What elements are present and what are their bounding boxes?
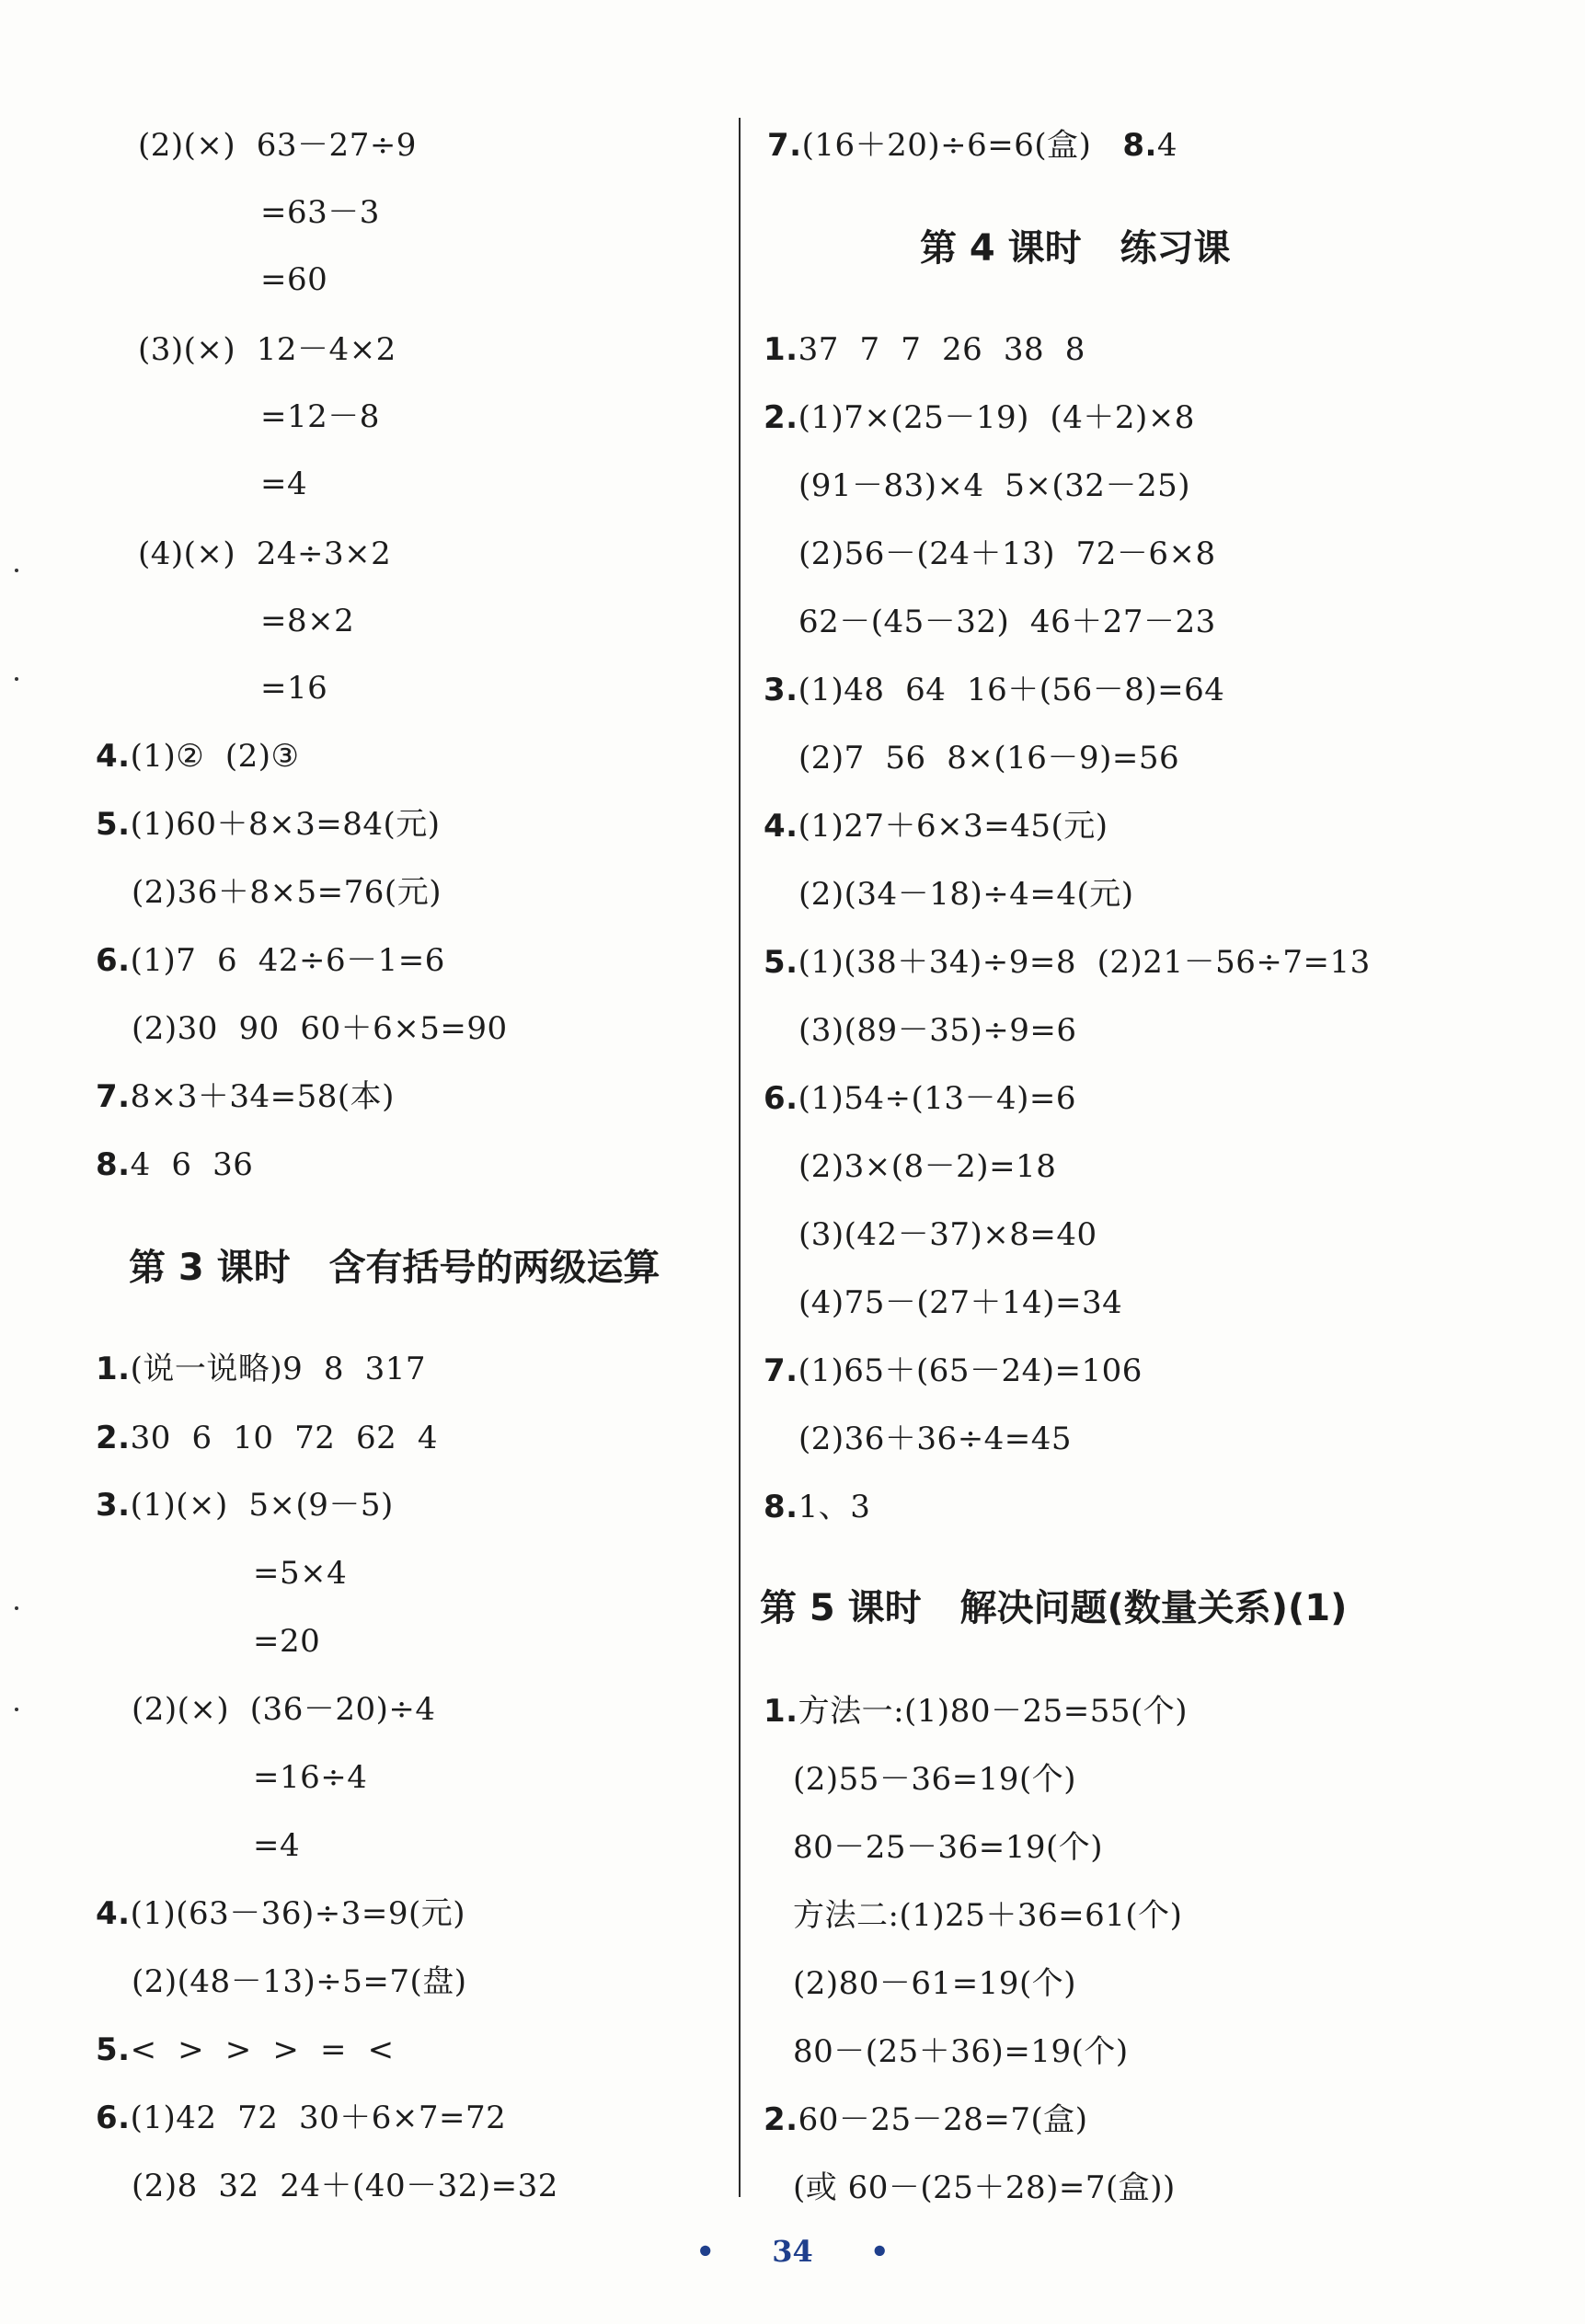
line-text: (2)(34－18)÷4=4(元) (798, 876, 1134, 913)
line-text: =20 (253, 1623, 321, 1660)
line-text: (1)7×(25－19) (4＋2)×8 (798, 399, 1195, 436)
line-text: 4 (1156, 127, 1178, 164)
page-number: 34 (772, 2234, 813, 2269)
line-text: (1)(63－36)÷3=9(元) (130, 1895, 466, 1932)
right-line-22 (793, 1895, 1182, 1936)
left-line-29 (132, 2166, 558, 2206)
line-text: (1)48 64 16＋(56－8)=64 (798, 672, 1225, 708)
left-line-2 (260, 192, 380, 233)
left-line-6 (260, 464, 307, 504)
question-number: 3. (96, 1487, 131, 1524)
right-line-3 (798, 466, 1190, 506)
line-text: 60－25－28=7(盒) (798, 2101, 1088, 2138)
left-line-8 (260, 601, 354, 641)
right-line-14 (798, 1214, 1097, 1255)
right-line-20 (793, 1759, 1076, 1800)
line-text: (16＋20)÷6=6(盒) (801, 127, 1092, 164)
left-line-14 (132, 1008, 508, 1049)
line-text: (4)75－(27＋14)=34 (798, 1284, 1123, 1321)
scan-dot (15, 1708, 18, 1711)
line-text: (1)54÷(13－4)=6 (798, 1080, 1077, 1117)
line-text: (1)② (2)③ (130, 738, 300, 775)
line-text: =4 (260, 466, 308, 502)
line-text: (2)(×) 63－27÷9 (138, 127, 417, 164)
right-line-7 (798, 738, 1179, 778)
line-text: (1)65＋(65－24)=106 (798, 1352, 1143, 1389)
question-number: 5. (96, 806, 131, 843)
question-number: 4. (96, 1895, 131, 1932)
left-line-9 (260, 668, 327, 708)
line-text: (1)27＋6×3=45(元) (798, 808, 1108, 845)
right-line-2 (764, 397, 1195, 438)
left-line-27 (96, 2030, 395, 2070)
line-text: (1)(38＋34)÷9=8 (2)21－56÷7=13 (798, 944, 1371, 981)
left-line-28 (96, 2098, 506, 2138)
left-line-15 (96, 1076, 395, 1117)
footer-dot-right: • (870, 2234, 890, 2269)
question-number: 5. (764, 944, 798, 981)
line-text: =60 (260, 261, 328, 298)
left-line-16 (96, 1145, 253, 1185)
right-line-10 (764, 942, 1371, 983)
scan-dot (15, 1606, 18, 1610)
question-number: 3. (764, 672, 798, 708)
question-number: 6. (96, 2100, 131, 2136)
line-text: =4 (253, 1827, 301, 1864)
question-number: 2. (764, 2101, 798, 2138)
question-number: 6. (764, 1080, 798, 1117)
left-line-5 (260, 397, 380, 437)
line-text: =16÷4 (253, 1759, 368, 1796)
line-text: 37 7 7 26 38 8 (798, 331, 1085, 368)
question-number: 8. (764, 1489, 798, 1525)
left-line-1 (138, 125, 417, 166)
left-line-4 (138, 329, 396, 370)
right-line-23 (793, 1963, 1076, 2004)
right-line-13 (798, 1146, 1056, 1187)
line-text: 8×3＋34=58(本) (130, 1078, 395, 1115)
right-line-11 (798, 1010, 1076, 1051)
line-text: =63－3 (260, 194, 380, 231)
line-text: (2)8 32 24＋(40－32)=32 (132, 2168, 558, 2204)
left-line-12 (132, 872, 442, 913)
question-number: 7. (764, 1352, 798, 1389)
line-text: =5×4 (253, 1555, 348, 1592)
column-divider (739, 118, 741, 2197)
scan-dot (15, 677, 18, 681)
right-line-16 (764, 1351, 1143, 1391)
line-text: (1)(×) 5×(9－5) (130, 1487, 394, 1524)
line-text: =12－8 (260, 398, 380, 435)
left-line-11 (96, 804, 441, 845)
line-text: 方法二:(1)25＋36=61(个) (793, 1897, 1183, 1934)
question-number: 4. (96, 738, 131, 775)
right-line-15 (798, 1283, 1122, 1323)
left-line-3 (260, 259, 327, 300)
line-text: (2)7 56 8×(16－9)=56 (798, 740, 1180, 777)
line-text: (或 60－(25＋28)=7(盒)) (793, 2169, 1176, 2206)
right-line-5 (798, 602, 1216, 642)
line-text: 80－25－36=19(个) (793, 1829, 1104, 1866)
left-line-25 (96, 1893, 465, 1934)
left-line-20 (253, 1553, 347, 1593)
line-text: (2)80－61=19(个) (793, 1965, 1076, 2002)
line-text: (1)42 72 30＋6×7=72 (130, 2100, 507, 2136)
right-line-top (767, 125, 1177, 166)
question-number: 1. (764, 1693, 798, 1730)
question-number: 2. (764, 399, 798, 436)
line-text: (2)56－(24＋13) 72－6×8 (798, 535, 1216, 572)
right-line-12 (764, 1078, 1076, 1119)
line-text: 4 6 36 (130, 1146, 254, 1183)
left-line-17 (96, 1349, 426, 1389)
section-heading-lesson-4: 第 4 课时 练习课 (920, 227, 1231, 270)
right-line-25 (764, 2100, 1088, 2140)
question-number: 1. (764, 331, 798, 368)
line-text: (4)(×) 24÷3×2 (138, 535, 392, 572)
line-text: 1、3 (798, 1489, 871, 1525)
question-number: 5. (96, 2031, 131, 2068)
left-line-22 (132, 1689, 435, 1730)
right-line-19 (764, 1691, 1188, 1731)
right-line-17 (798, 1419, 1072, 1459)
question-number: 8. (96, 1146, 131, 1183)
right-line-18 (764, 1487, 870, 1527)
question-number: 7. (96, 1078, 131, 1115)
left-line-23 (253, 1757, 367, 1798)
line-text: =8×2 (260, 603, 355, 639)
line-text: (2)36＋8×5=76(元) (132, 874, 442, 911)
line-text: (2)55－36=19(个) (793, 1761, 1076, 1798)
right-line-1 (764, 329, 1085, 370)
line-text: (2)3×(8－2)=18 (798, 1148, 1057, 1185)
line-text: (说一说略)9 8 317 (130, 1351, 426, 1387)
line-text: (91－83)×4 5×(32－25) (798, 467, 1190, 504)
left-line-7 (138, 534, 391, 574)
right-line-4 (798, 534, 1216, 574)
question-number: 6. (96, 942, 131, 979)
line-text: (2)(48－13)÷5=7(盘) (132, 1963, 467, 2000)
line-text: 30 6 10 72 62 4 (130, 1420, 438, 1456)
line-text: (3)(89－35)÷9=6 (798, 1012, 1077, 1049)
line-text: (2)30 90 60＋6×5=90 (132, 1010, 508, 1047)
line-text: (1)60＋8×3=84(元) (130, 806, 441, 843)
right-line-6 (764, 670, 1224, 710)
right-line-9 (798, 874, 1134, 915)
line-text: 62－(45－32) 46＋27－23 (798, 604, 1216, 640)
footer-dot-left: • (695, 2234, 715, 2269)
left-line-10 (96, 736, 299, 777)
scan-dot (15, 569, 18, 572)
question-number: 4. (764, 808, 798, 845)
right-line-26 (793, 2168, 1176, 2208)
line-text: =16 (260, 670, 328, 707)
question-number: 2. (96, 1420, 131, 1456)
left-line-24 (253, 1825, 300, 1866)
line-text: (2)36＋36÷4=45 (798, 1421, 1073, 1457)
right-line-8 (764, 806, 1108, 846)
section-heading-lesson-5: 第 5 课时 解决问题(数量关系)(1) (760, 1587, 1348, 1629)
page-footer (0, 2234, 1585, 2269)
left-line-18 (96, 1418, 438, 1458)
question-number: 7. (767, 127, 802, 164)
right-line-21 (793, 1827, 1103, 1868)
left-line-26 (132, 1962, 467, 2002)
question-number: 1. (96, 1351, 131, 1387)
line-text: 80－(25＋36)=19(个) (793, 2033, 1129, 2070)
section-heading-lesson-3: 第 3 课时 含有括号的两级运算 (129, 1247, 660, 1289)
line-text: 方法一:(1)80－25=55(个) (798, 1693, 1189, 1730)
line-text: (2)(×) (36－20)÷4 (132, 1691, 436, 1728)
question-number: 8. (1122, 127, 1157, 164)
line-text: < > > > = < (130, 2031, 395, 2068)
line-text: (3)(42－37)×8=40 (798, 1216, 1097, 1253)
right-line-24 (793, 2031, 1129, 2072)
line-text: (3)(×) 12－4×2 (138, 331, 396, 368)
left-line-19 (96, 1485, 394, 1525)
left-line-13 (96, 940, 445, 981)
line-text: (1)7 6 42÷6－1=6 (130, 942, 445, 979)
left-line-21 (253, 1621, 320, 1662)
